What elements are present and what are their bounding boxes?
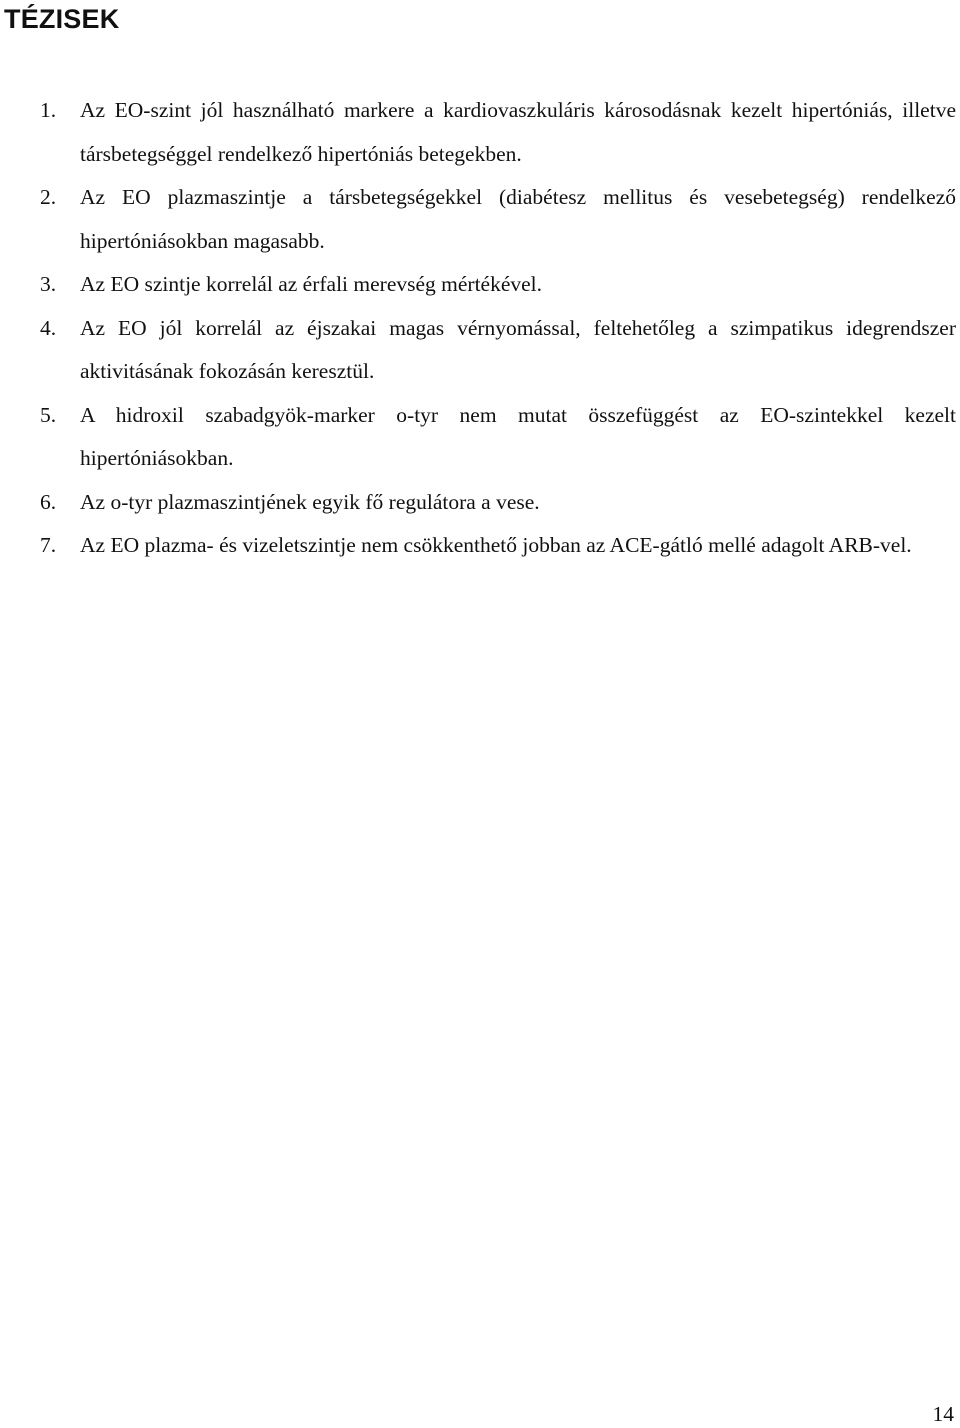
thesis-text: Az o-tyr plazmaszintjének egyik fő regulátora a vese.	[80, 489, 540, 514]
thesis-item-6	[0, 481, 956, 525]
thesis-number: 7.	[40, 533, 57, 557]
thesis-number: 5.	[40, 402, 57, 427]
thesis-number: 6.	[40, 489, 57, 514]
thesis-text: Az EO plazma- és vizeletszintje nem csökkenthető jobban az ACE-gátló mellé adagolt ARB-vel.	[80, 533, 912, 557]
thesis-text: Az EO-szint jól használható markere a kardiovaszkuláris károsodásnak kezelt hipertóniás, illetve társbetegséggel rendelkező hipertóniás betegekben.	[80, 98, 956, 166]
page-number: 14	[932, 1402, 954, 1426]
thesis-list	[0, 89, 956, 568]
thesis-number: 3.	[40, 272, 57, 296]
thesis-number: 4.	[40, 315, 57, 340]
thesis-text: Az EO jól korrelál az éjszakai magas vérnyomással, feltehetőleg a szimpatikus idegrendszer aktivitásának fokozásán keresztül.	[80, 315, 956, 383]
thesis-item-3	[0, 263, 956, 307]
thesis-text: Az EO szintje korrelál az érfali merevség mértékével.	[80, 272, 543, 296]
thesis-item-1	[0, 89, 956, 176]
thesis-text: A hidroxil szabadgyök-marker o-tyr nem mutat összefüggést az EO-szintekkel kezelt hipertóniásokban.	[80, 402, 956, 470]
thesis-item-2	[0, 176, 956, 263]
thesis-number: 1.	[40, 98, 57, 122]
thesis-item-4	[0, 307, 956, 394]
thesis-number: 2.	[40, 185, 57, 209]
thesis-text: Az EO plazmaszintje a társbetegségekkel (diabétesz mellitus és vesebetegség) rendelkező hipertóniásokban magasabb.	[80, 185, 956, 253]
page-title: TÉZISEK	[4, 4, 120, 34]
thesis-item-7	[0, 524, 956, 568]
thesis-item-5	[0, 394, 956, 481]
